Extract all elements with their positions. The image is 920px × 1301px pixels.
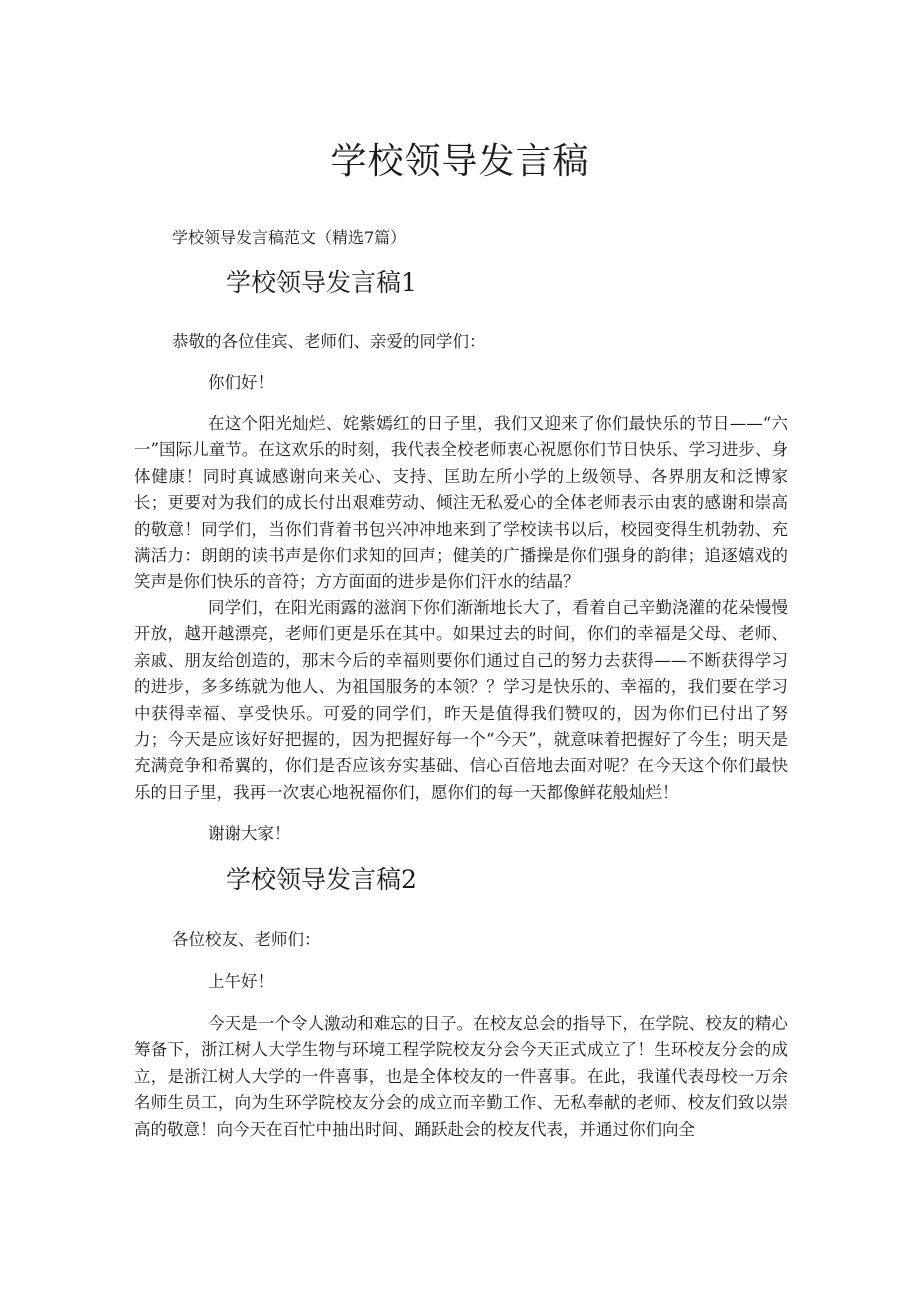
speech-2-heading: 学校领导发言稿2 (226, 865, 417, 894)
speech-1-closing: 谢谢大家！ (208, 824, 291, 843)
speech-2-paragraph-1: 今天是一个令人激动和难忘的日子。在校友总会的指导下，在学院、校友的精心筹备下，浙江树人大学生物与环境工程学院校友分会今天正式成立了！生环校友分会的成立，是浙江树人大学的一件喜事，也是全体校友的一件喜事。在此，我谨代表母校一万余名师生员工，向为生环学院校友分会的成立而辛勤工作、无私奉献的老师、校友们致以崇高的敬意！向今天在百忙中抽出时间、踊跃赴会的校友代表，并通过你们向全 (134, 1014, 788, 1139)
speech-1-greeting: 你们好！ (208, 373, 274, 392)
speech-2-salutation: 各位校友、老师们： (172, 930, 321, 949)
speech-1-heading: 学校领导发言稿1 (226, 268, 417, 297)
speech-2-greeting: 上午好！ (208, 972, 274, 991)
document-subtitle: 学校领导发言稿范文（精选7篇） (172, 228, 407, 247)
document-title: 学校领导发言稿 (330, 141, 590, 182)
speech-1-paragraph-1: 在这个阳光灿烂、姹紫嫣红的日子里，我们又迎来了你们最快乐的节日——“六一”国际儿童节。在这欢乐的时刻，我代表全校老师衷心祝愿你们节日快乐、学习进步、身体健康！同时真诚感谢向来关心、支持、匡助左所小学的上级领导、各界朋友和泛博家长；更要对为我们的成长付出艰难劳动、倾注无私爱心的全体老师表示由衷的感谢和崇高的敬意！同学们，当你们背着书包兴冲冲地来到了学校读书以后，校园变得生机勃勃、充满活力：朗朗的读书声是你们求知的回声；健美的广播操是你们强身的韵律；追逐嬉戏的笑声是你们快乐的音符；方方面面的进步是你们汗水的结晶？ (134, 414, 788, 592)
speech-1-paragraph-2: 同学们，在阳光雨露的滋润下你们渐渐地长大了，看着自己辛勤浇灌的花朵慢慢开放，越开越漂亮，老师们更是乐在其中。如果过去的时间，你们的幸福是父母、老师、亲戚、朋友给创造的，那末今后的幸福则要你们通过自己的努力去获得——不断获得学习的进步，多多练就为他人、为祖国服务的本领？？学习是快乐的、幸福的，我们要在学习中获得幸福、享受快乐。可爱的同学们，昨天是值得我们赞叹的，因为你们已付出了努力；今天是应该好好把握的，因为把握好每一个“今天”，就意味着把握好了今生；明天是充满竞争和希翼的，你们是否应该夯实基础、信心百倍地去面对呢？在今天这个你们最快乐的日子里，我再一次衷心地祝福你们，愿你们的每一天都像鲜花般灿烂！ (134, 598, 788, 802)
speech-1-salutation: 恭敬的各位佳宾、老师们、亲爱的同学们： (172, 332, 486, 351)
